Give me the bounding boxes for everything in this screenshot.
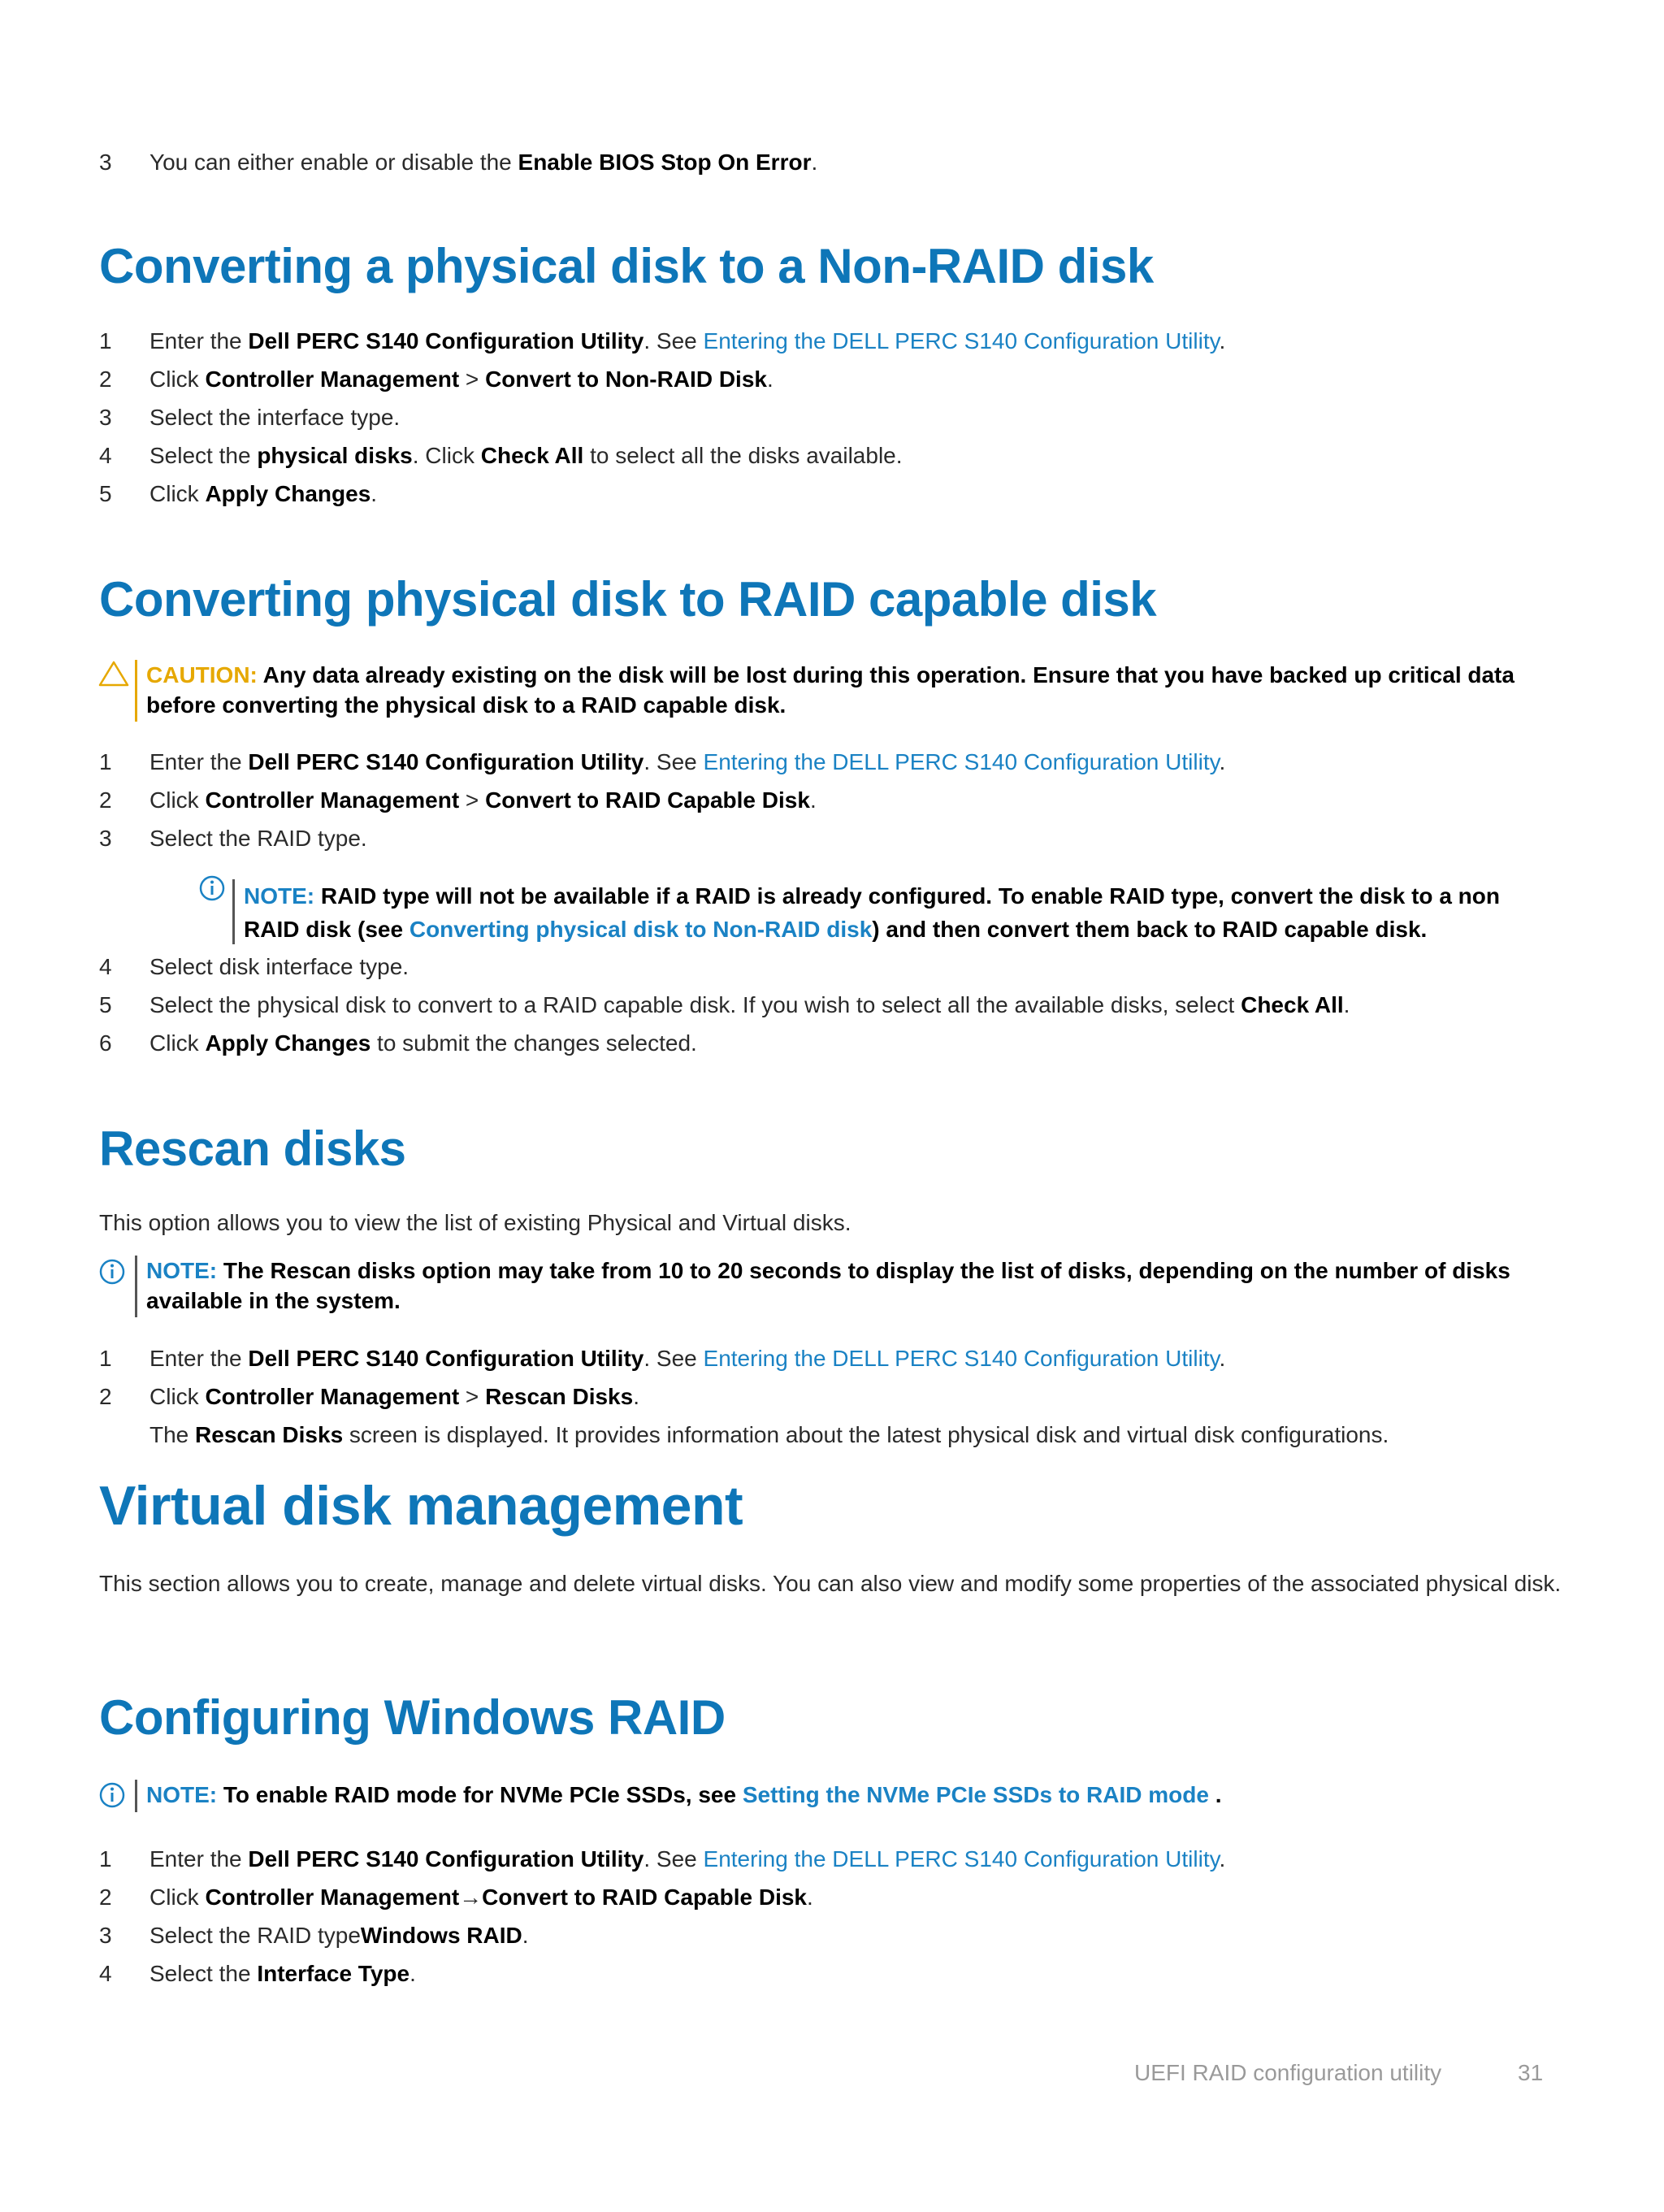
section-intro: This option allows you to view the list of existing Physical and Virtual disks.: [99, 1210, 852, 1235]
step-result: The Rescan Disks screen is displayed. It provides information about the latest physical disk and virtual disk configurations.: [150, 1422, 1389, 1447]
section-title-raid-capable: Converting physical disk to RAID capable disk: [99, 572, 1157, 627]
note-label: NOTE:: [146, 1782, 218, 1807]
list-item: 4 Select the physical disks. Click Check All to select all the disks available.: [99, 443, 903, 468]
caution-label: CAUTION:: [146, 662, 258, 687]
list-item: 4 Select disk interface type.: [99, 954, 410, 979]
link-nvme-raid-mode[interactable]: Setting the NVMe PCIe SSDs to RAID mode: [742, 1782, 1209, 1807]
link-entering-utility[interactable]: Entering the DELL PERC S140 Configuration Utility: [703, 328, 1220, 353]
list-item: 2 Click Controller Management→Convert to RAID Capable Disk.: [99, 1885, 813, 1910]
list-item: 3 Select the RAID typeWindows RAID.: [99, 1923, 529, 1948]
step-number: 3: [99, 150, 112, 175]
list-item: 5 Click Apply Changes.: [99, 481, 378, 506]
list-item: 6 Click Apply Changes to submit the changes selected.: [99, 1030, 697, 1056]
list-item: 1 Enter the Dell PERC S140 Configuration Utility. See Entering the DELL PERC S140 Configuration Utility.: [99, 1846, 1226, 1872]
section-intro: This section allows you to create, manage and delete virtual disks. You can also view and modify some properties of the associated physical disk.: [99, 1571, 1562, 1596]
list-item: 1 Enter the Dell PERC S140 Configuration Utility. See Entering the DELL PERC S140 Configuration Utility.: [99, 328, 1226, 353]
list-item: 4 Select the Interface Type.: [99, 1961, 416, 1986]
info-icon: [98, 1781, 126, 1809]
caution-icon: [98, 660, 129, 687]
chapter-title-virtual-disk: Virtual disk management: [99, 1475, 743, 1537]
list-item: 3 Select the interface type.: [99, 405, 401, 430]
list-item: 2 Click Controller Management > Rescan Disks.: [99, 1384, 639, 1409]
list-item: 1 Enter the Dell PERC S140 Configuration Utility. See Entering the DELL PERC S140 Configuration Utility.: [99, 1346, 1226, 1371]
link-entering-utility[interactable]: Entering the DELL PERC S140 Configuration Utility: [703, 749, 1220, 774]
list-item: 1 Enter the Dell PERC S140 Configuration Utility. See Entering the DELL PERC S140 Configuration Utility.: [99, 749, 1226, 774]
list-item: 3 Select the RAID type.: [99, 826, 367, 851]
list-item: 3 You can either enable or disable the Enable BIOS Stop On Error.: [0, 145, 1664, 180]
note-label: NOTE:: [244, 883, 315, 909]
list-item: 2 Click Controller Management > Convert to RAID Capable Disk.: [99, 787, 817, 813]
list-item: 5 Select the physical disk to convert to a RAID capable disk. If you wish to select all the available disks, select Check All.: [99, 992, 1350, 1017]
document-page: 3 You can either enable or disable the Enable BIOS Stop On Error. Converting a physical disk to a Non-RAID disk 1 Enter the Dell PERC S140 Configuration Utility. See Entering the DELL PERC S140 Configuration Utility. 2 Click Controller Management > Convert to Non-RAID Disk. 3 Select the interface type. 4 Select the physical disks. Click Check All to select all the disks available. 5 Click Apply Changes. Converting physical disk to RAID capable disk CAUTION: Any data already existing on the disk will be lost during this operation. Ensure that you have backed up critical data before converting the physical disk to a RAID capable disk. 1 Enter the Dell PERC S140 Configuration Utility. See Entering the DELL PERC S140 Configuration Utility. 2 Click Controller Management > Convert to RAID Capable Disk. 3 Select the RAID type. NOTE: RAID type will not be available if a RAID is already configured. To enable RAID type, convert the disk to a non RAID disk (see Converting physical disk to Non-RAID disk) and then convert them back to RAID capable disk. 4 Select disk interface type. 5 Select the physical disk to convert to a RAID capable disk. If you wish to select all the available disks, select Check All. 6 Click Apply Changes to submit the changes selected. Rescan disks This option allows you to view the list of existing Physical and Virtual disks. NOTE: The Rescan disks option may take from 10 to 20 seconds to display the list of disks, depending on the number of disks available in the system. 1 Enter the Dell PERC S140 Configuration Utility. See Entering the DELL PERC S140 Configuration Utility. 2 Click Controller Management > Rescan Disks. The Rescan Disks screen is displayed. It provides information about the latest physical disk and virtual disk configurations. Virtual disk management This section allows you to create, manage and delete virtual disks. You can also view and modify some properties of the associated physical disk. Configuring Windows RAID NOTE: To enable RAID mode for NVMe PCIe SSDs, see Setting the NVMe PCIe SSDs to RAID mode . 1 Enter the Dell PERC S140 Configuration Utility. See Entering the DELL PERC S140 Configuration Utility. 2 Click Controller Management→Convert to RAID Capable Disk. 3 Select the RAID typeWindows RAID. 4 Select the Interface Type. UEFI RAID configuration utility 31: [0, 0, 1664, 2212]
info-icon: [198, 874, 226, 902]
link-entering-utility[interactable]: Entering the DELL PERC S140 Configuration Utility: [703, 1846, 1220, 1872]
link-non-raid-disk[interactable]: Converting physical disk to Non-RAID disk: [409, 917, 873, 942]
note-label: NOTE:: [146, 1258, 218, 1283]
list-item: 2 Click Controller Management > Convert to Non-RAID Disk.: [99, 366, 774, 392]
section-title-rescan: Rescan disks: [99, 1121, 406, 1176]
link-entering-utility[interactable]: Entering the DELL PERC S140 Configuration Utility: [703, 1346, 1220, 1371]
section-title-windows-raid: Configuring Windows RAID: [99, 1690, 726, 1745]
footer-section-name: UEFI RAID configuration utility: [1134, 2060, 1442, 2085]
section-title-non-raid: Converting a physical disk to a Non-RAID disk: [99, 239, 1154, 293]
footer-page-number: 31: [1518, 2060, 1544, 2085]
info-icon: [98, 1258, 126, 1286]
